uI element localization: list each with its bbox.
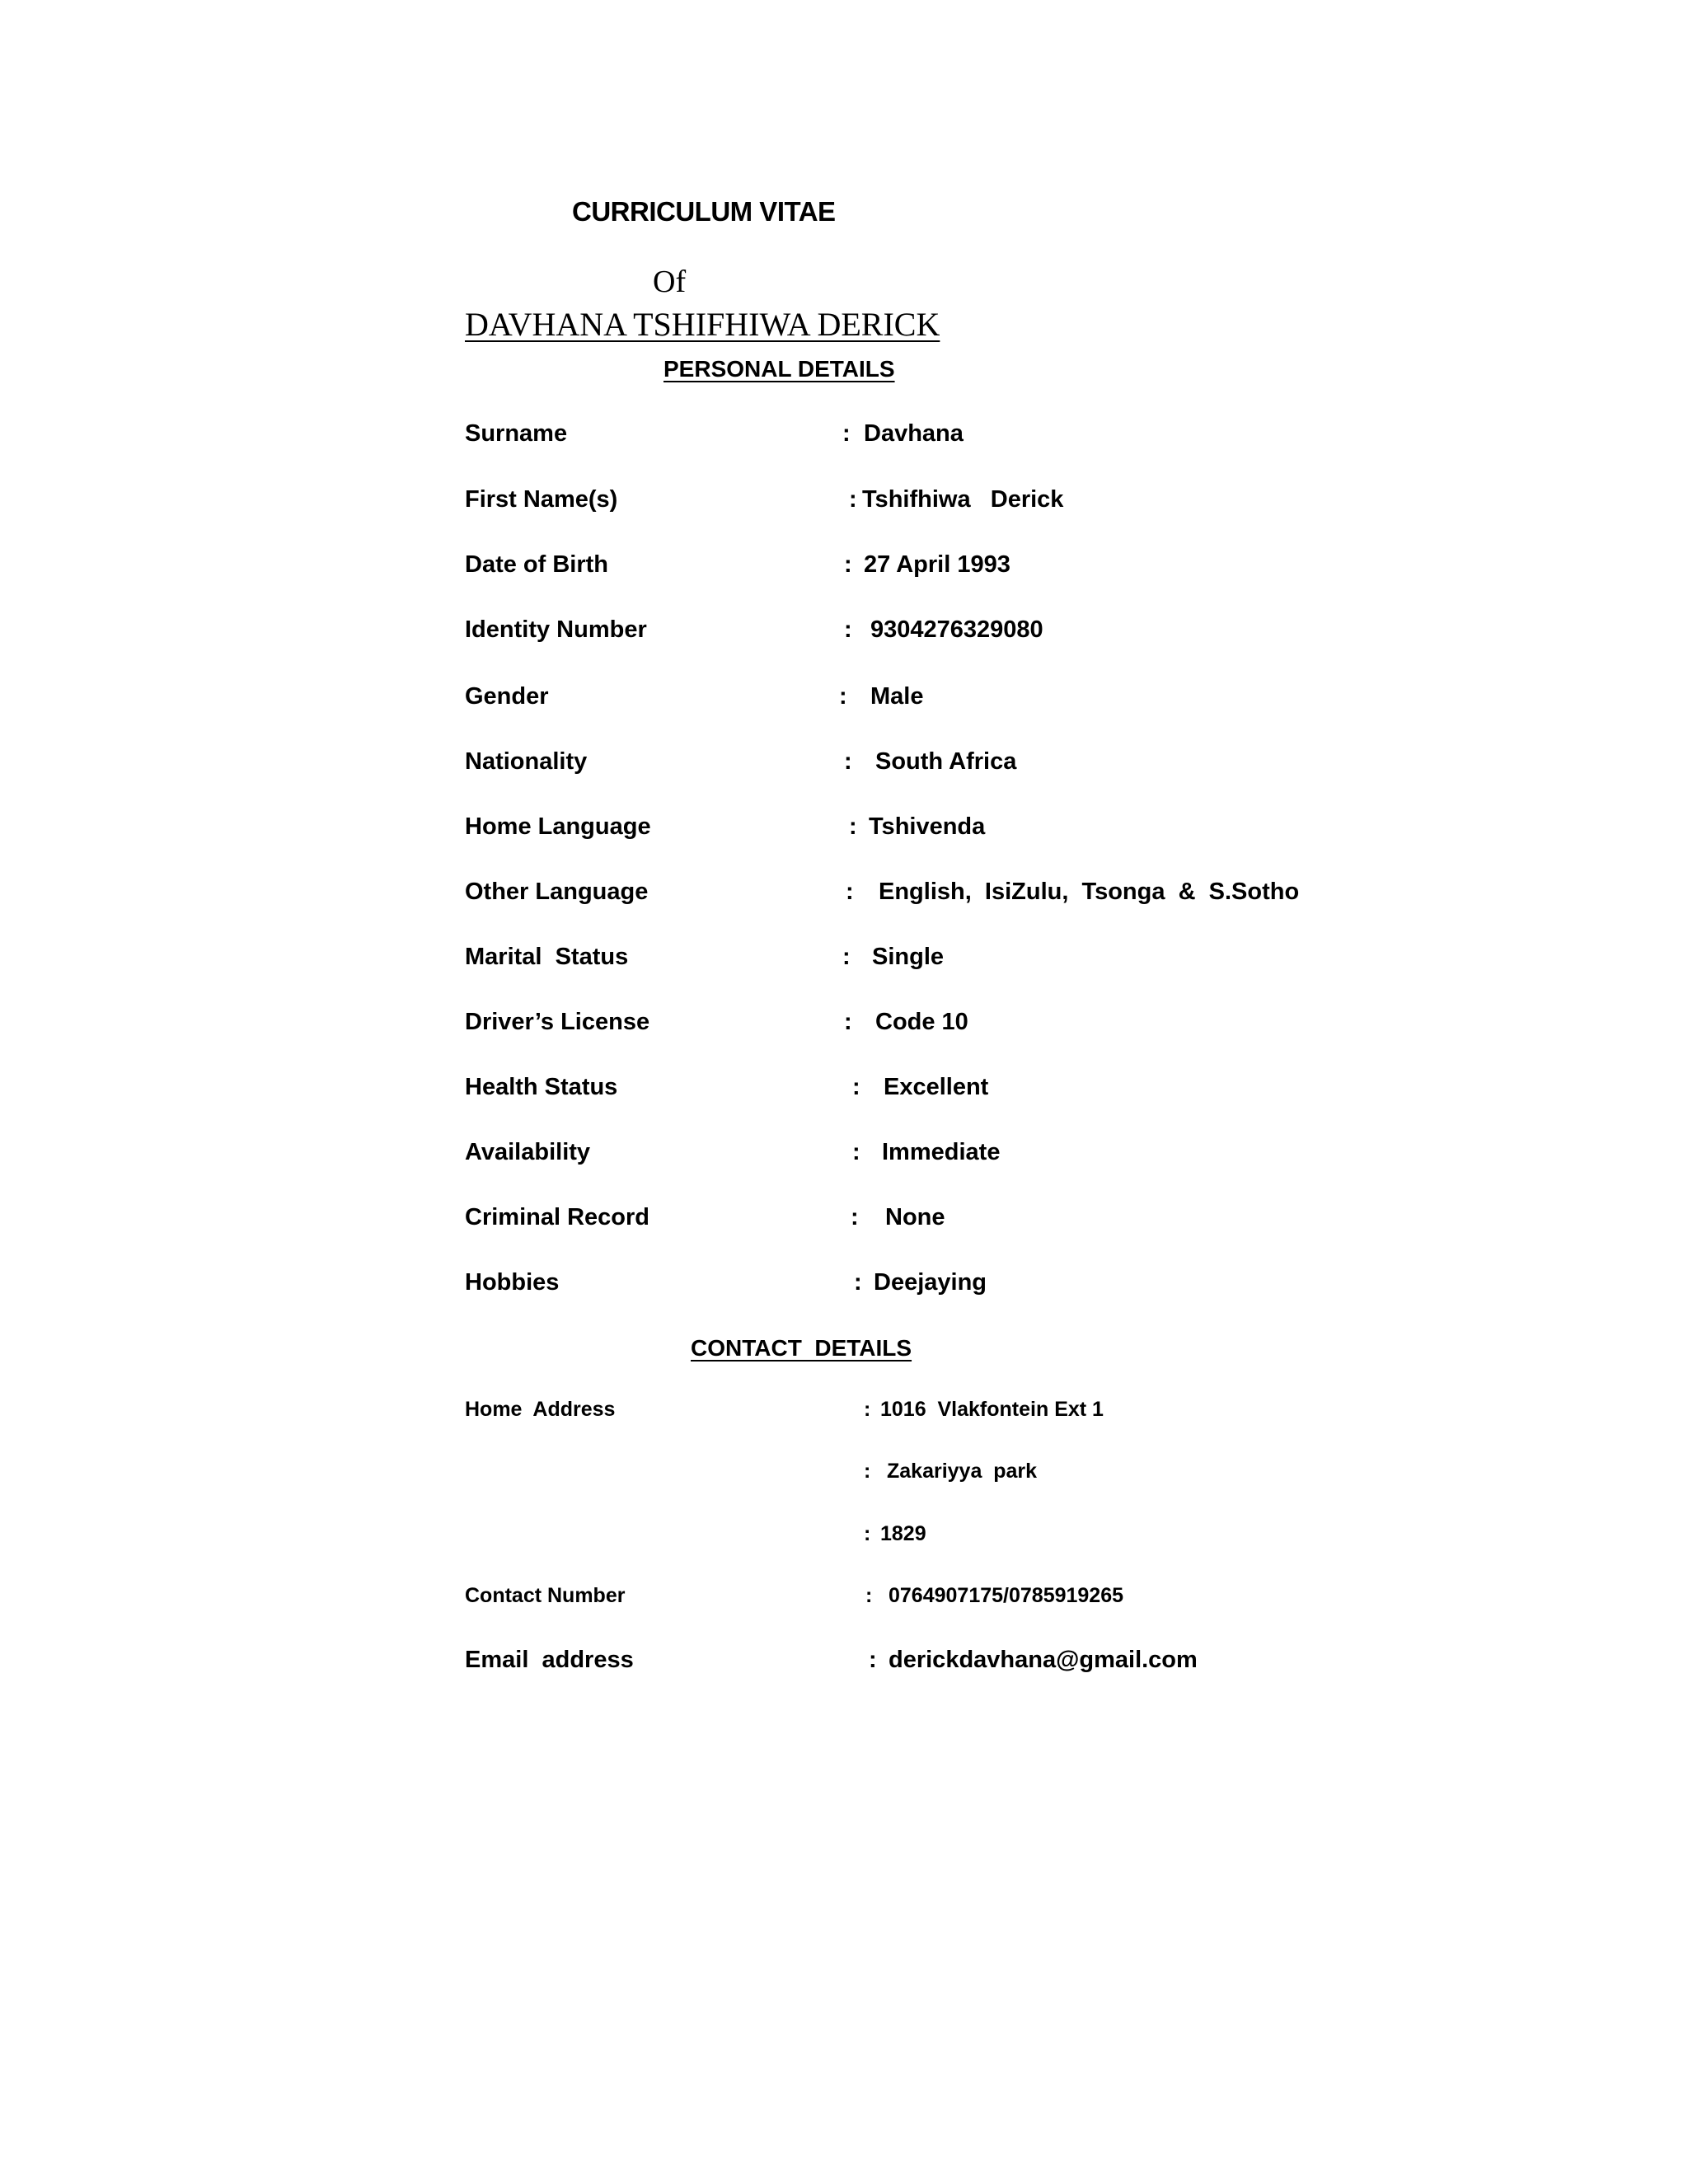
row-label: Email address: [465, 1647, 634, 1673]
personal-details-heading: PERSONAL DETAILS: [663, 356, 895, 382]
row-value: Excellent: [884, 1074, 989, 1100]
row-label: Home Language: [465, 813, 651, 840]
row-label: Hobbies: [465, 1269, 560, 1296]
row-colon: :: [864, 1460, 871, 1483]
row-value: None: [885, 1204, 945, 1230]
candidate-name: DAVHANA TSHIFHIWA DERICK: [465, 306, 940, 343]
row-value: English, IsiZulu, Tsonga & S.Sotho: [879, 879, 1300, 905]
row-label: Availability: [465, 1139, 591, 1165]
row-colon: :: [852, 1074, 860, 1100]
row-value: Deejaying: [874, 1269, 987, 1296]
row-colon: :: [851, 1204, 859, 1230]
row-value: 0764907175/0785919265: [889, 1584, 1124, 1607]
row-value: 1829: [880, 1522, 926, 1545]
row-value: Tshivenda: [869, 813, 986, 840]
row-value: Immediate: [882, 1139, 1001, 1165]
email-link[interactable]: derickdavhana@gmail.com: [889, 1647, 1198, 1673]
row-label: Surname: [465, 420, 568, 447]
row-value: 9304276329080: [870, 616, 1043, 643]
row-label: Home Address: [465, 1398, 616, 1421]
row-value: Single: [872, 944, 945, 970]
row-label: Marital Status: [465, 944, 629, 970]
row-value: South Africa: [875, 748, 1017, 775]
row-label: First Name(s): [465, 486, 618, 513]
row-label: Identity Number: [465, 616, 647, 643]
row-colon: :: [844, 1009, 852, 1035]
row-colon: :: [864, 1522, 871, 1545]
row-colon: :: [842, 420, 851, 447]
row-label: Contact Number: [465, 1584, 626, 1607]
row-value: Davhana: [864, 420, 964, 447]
row-label: Health Status: [465, 1074, 618, 1100]
row-colon: :: [854, 1269, 862, 1296]
contact-details-heading: CONTACT DETAILS: [691, 1335, 912, 1361]
of-label: Of: [653, 265, 687, 299]
row-colon: :: [844, 748, 852, 775]
row-value: Male: [870, 683, 924, 710]
row-colon: :: [869, 1647, 877, 1673]
row-value: Tshifhiwa Derick: [862, 486, 1064, 513]
row-colon: :: [849, 486, 857, 513]
row-colon: :: [849, 813, 857, 840]
row-label: Gender: [465, 683, 549, 710]
row-label: Other Language: [465, 879, 649, 905]
row-colon: :: [844, 551, 852, 578]
document-title: CURRICULUM VITAE: [572, 196, 836, 227]
row-colon: :: [852, 1139, 860, 1165]
row-value: 27 April 1993: [864, 551, 1010, 578]
row-value: Code 10: [875, 1009, 968, 1035]
row-colon: :: [842, 944, 851, 970]
row-value: 1016 Vlakfontein Ext 1: [880, 1398, 1104, 1421]
row-label: Criminal Record: [465, 1204, 649, 1230]
row-value: Zakariyya park: [887, 1460, 1038, 1483]
row-label: Nationality: [465, 748, 588, 775]
row-colon: :: [864, 1398, 871, 1421]
row-colon: :: [846, 879, 854, 905]
row-label: Driver’s License: [465, 1009, 650, 1035]
row-colon: :: [839, 683, 847, 710]
row-colon: :: [865, 1584, 873, 1607]
row-colon: :: [844, 616, 852, 643]
row-label: Date of Birth: [465, 551, 608, 578]
